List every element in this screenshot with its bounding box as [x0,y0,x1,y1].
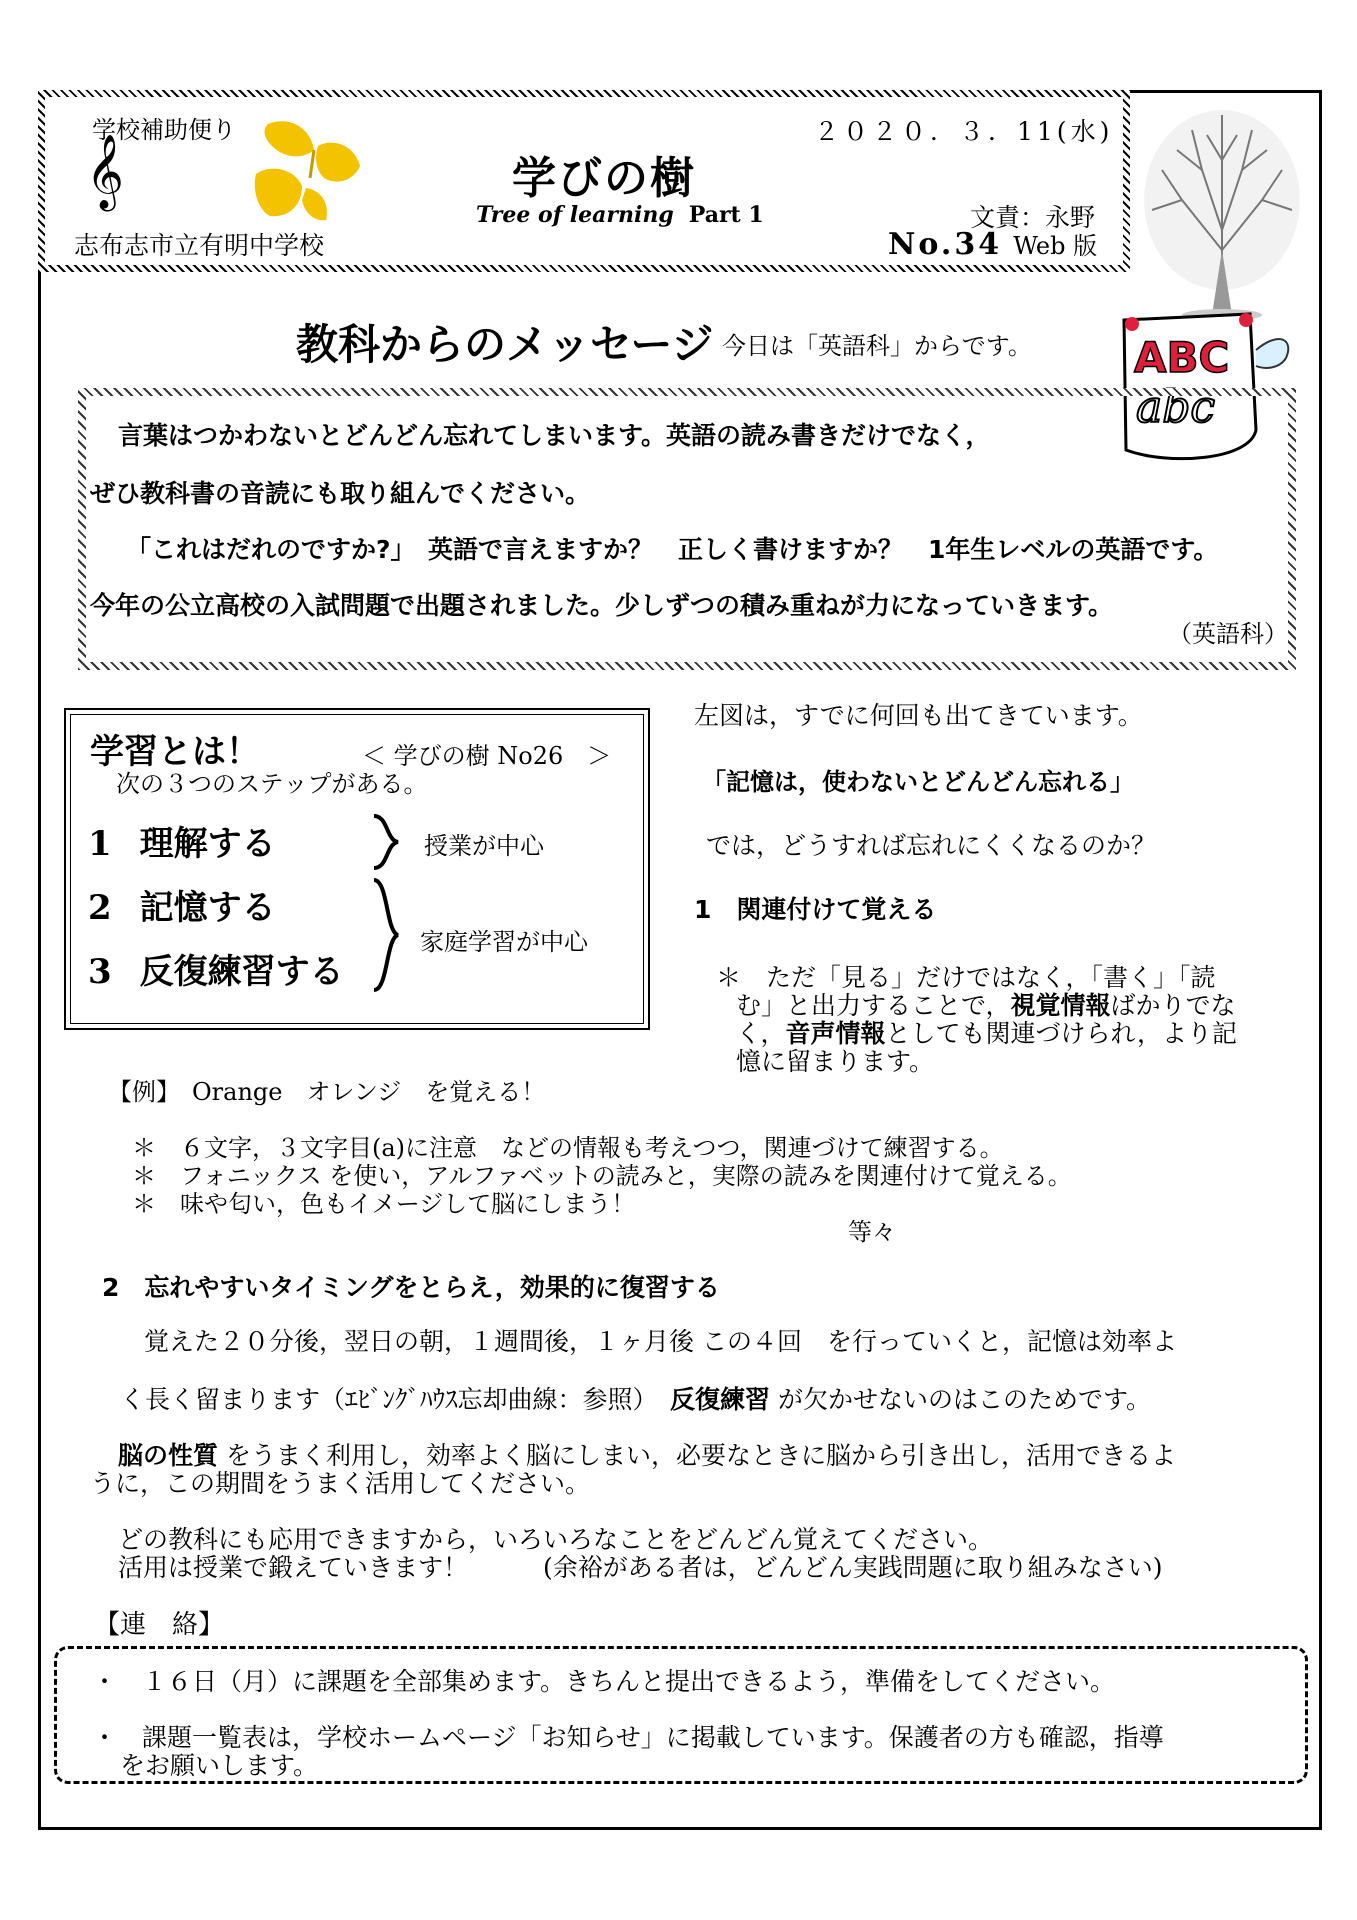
example-label: 【例】 Orange オレンジ を覚える！ [108,1078,546,1106]
text-part: く長く留まります（ｴﾋﾞﾝｸﾞﾊｳｽ忘却曲線：参照） [120,1385,671,1414]
step-1 [88,816,276,865]
bold-visual-info: 視覚情報 [1010,991,1111,1020]
section-2-p3-line2: 活用は授業で鍛えていきます！ (余裕がある者は，どんどん実践問題に取り組みなさい) [118,1553,1163,1582]
message-signature: （英語科） [1168,620,1288,648]
tree-illustration [1132,100,1312,322]
contact-item-2-cont: をお願いします。 [120,1751,319,1780]
example-bullet-1: ＊ ６文字，３文字目(a)に注意 などの情報も考えつつ，関連づけて練習する。 [132,1134,1004,1162]
right-bullet-line-4: 憶に留まります。 [736,1047,935,1076]
treble-clef-icon: 𝄞 [86,135,124,209]
brace-group-1 [368,812,408,872]
step-2 [88,880,276,929]
example-bullet-2: ＊ フォニックス を使い，アルファベットの読みと，実際の読みを関連付けて覚える。 [132,1162,1072,1190]
text-part: ばかりでな [1110,991,1236,1020]
author: 文責：永野 [970,203,1096,232]
issue-number [888,226,1097,262]
group-1-label: 授業が中心 [424,832,544,860]
section-2-heading: 2 忘れやすいタイミングをとらえ，効果的に復習する [102,1273,720,1302]
issue-no: No.34 [888,227,1003,262]
brace-group-2 [368,876,408,994]
example-bullet-3: ＊ 味や匂い，色もイメージして脳にしまう！ [132,1190,636,1218]
step-3-label: 反復練習する [139,952,344,992]
sticker-abc-text: ABC [1134,333,1230,382]
bold-repeat-practice: 反復練習 [670,1385,771,1414]
subtitle-italic: Tree of learning [476,202,674,228]
example-etc: 等々 [848,1218,896,1246]
study-ref: ＜ 学びの樹 No26 ＞ [362,742,612,770]
section-2-p1-line2 [120,1380,1151,1416]
subtitle-part: Part 1 [688,202,764,228]
contact-item-2: ・ 課題一覧表は，学校ホームページ「お知らせ」に掲載しています。保護者の方も確認，指導 [92,1723,1164,1752]
step-2-label: 記憶する [139,888,276,928]
right-p3: では，どうすれば忘れにくくなるのか？ [706,831,1157,860]
issue-date: ２０２０．３．11(水) [814,117,1114,146]
message-line-1: 言葉はつかわないとどんどん忘れてしまいます。英語の読み書きだけでなく， [118,421,991,450]
step-3 [88,944,344,993]
step-1-label: 理解する [139,824,276,864]
text-part: が欠かせないのはこのためです。 [770,1385,1151,1414]
right-heading-1: 1 関連付けて覚える [694,895,937,924]
school-name: 志布志市立有明中学校 [74,231,325,260]
group-2-label: 家庭学習が中心 [420,928,588,956]
newsletter-title: 学びの樹 [512,153,696,204]
bold-audio-info: 音声情報 [785,1019,886,1048]
right-p2: 「記憶は，使わないとどんどん忘れる」 [702,768,1134,796]
text-part: をうまく利用し，効率よく脳にしまい，必要なときに脳から引き出し，活用できるよ [218,1441,1176,1470]
section-2-p3-line1: どの教科にも応用できますから，いろいろなことをどんどん覚えてください。 [118,1525,994,1554]
newsletter-subtitle [476,202,764,228]
text-part: む」と出力することで， [736,991,1011,1020]
text-part: としても関連づけられ，より記 [885,1019,1238,1048]
bold-brain-nature: 脳の性質 [118,1441,219,1470]
message-line-2: ぜひ教科書の音読にも取り組んでください。 [90,479,591,508]
text-part: く， [736,1019,786,1048]
sticker-small-text: abc [1136,382,1216,433]
step-3-number: 3 [88,952,112,992]
issue-edition: Web 版 [1013,232,1098,260]
right-bullet-line-1: ＊ ただ「見る」だけではなく，「書く」「読 [716,963,1216,992]
contact-heading: 【連 絡】 [94,1610,225,1640]
message-heading: 教科からのメッセージ [296,320,714,369]
message-line-4: 今年の公立高校の入試問題で出題されました。少しずつの積み重ねが力になっていきます。 [90,591,1114,620]
right-p1: 左図は，すでに何回も出てきています。 [694,701,1143,730]
message-line-3: 「これはだれのですか?」 英語で言えますか？ 正しく書けますか？ 1年生レベルの英語です。 [126,535,1219,564]
step-2-number: 2 [88,888,112,928]
section-2-p1-line1: 覚えた２０分後，翌日の朝，１週間後，１ヶ月後 この４回 を行っていくと，記憶は効率よ [144,1327,1177,1356]
message-subheading: 今日は「英語科」からです。 [722,332,1032,360]
newsletter-kind: 学校補助便り [92,116,236,144]
contact-item-1: ・ １６日（月）に課題を全部集めます。きちんと提出できるよう，準備をしてください。 [92,1667,1116,1696]
ginkgo-logo [248,116,368,226]
study-title: 学習とは！ [90,732,260,772]
section-2-p2-line2: うに，この期間をうまく活用してください。 [90,1469,591,1498]
step-1-number: 1 [88,824,112,864]
study-intro: 次の３つのステップがある。 [116,770,428,798]
